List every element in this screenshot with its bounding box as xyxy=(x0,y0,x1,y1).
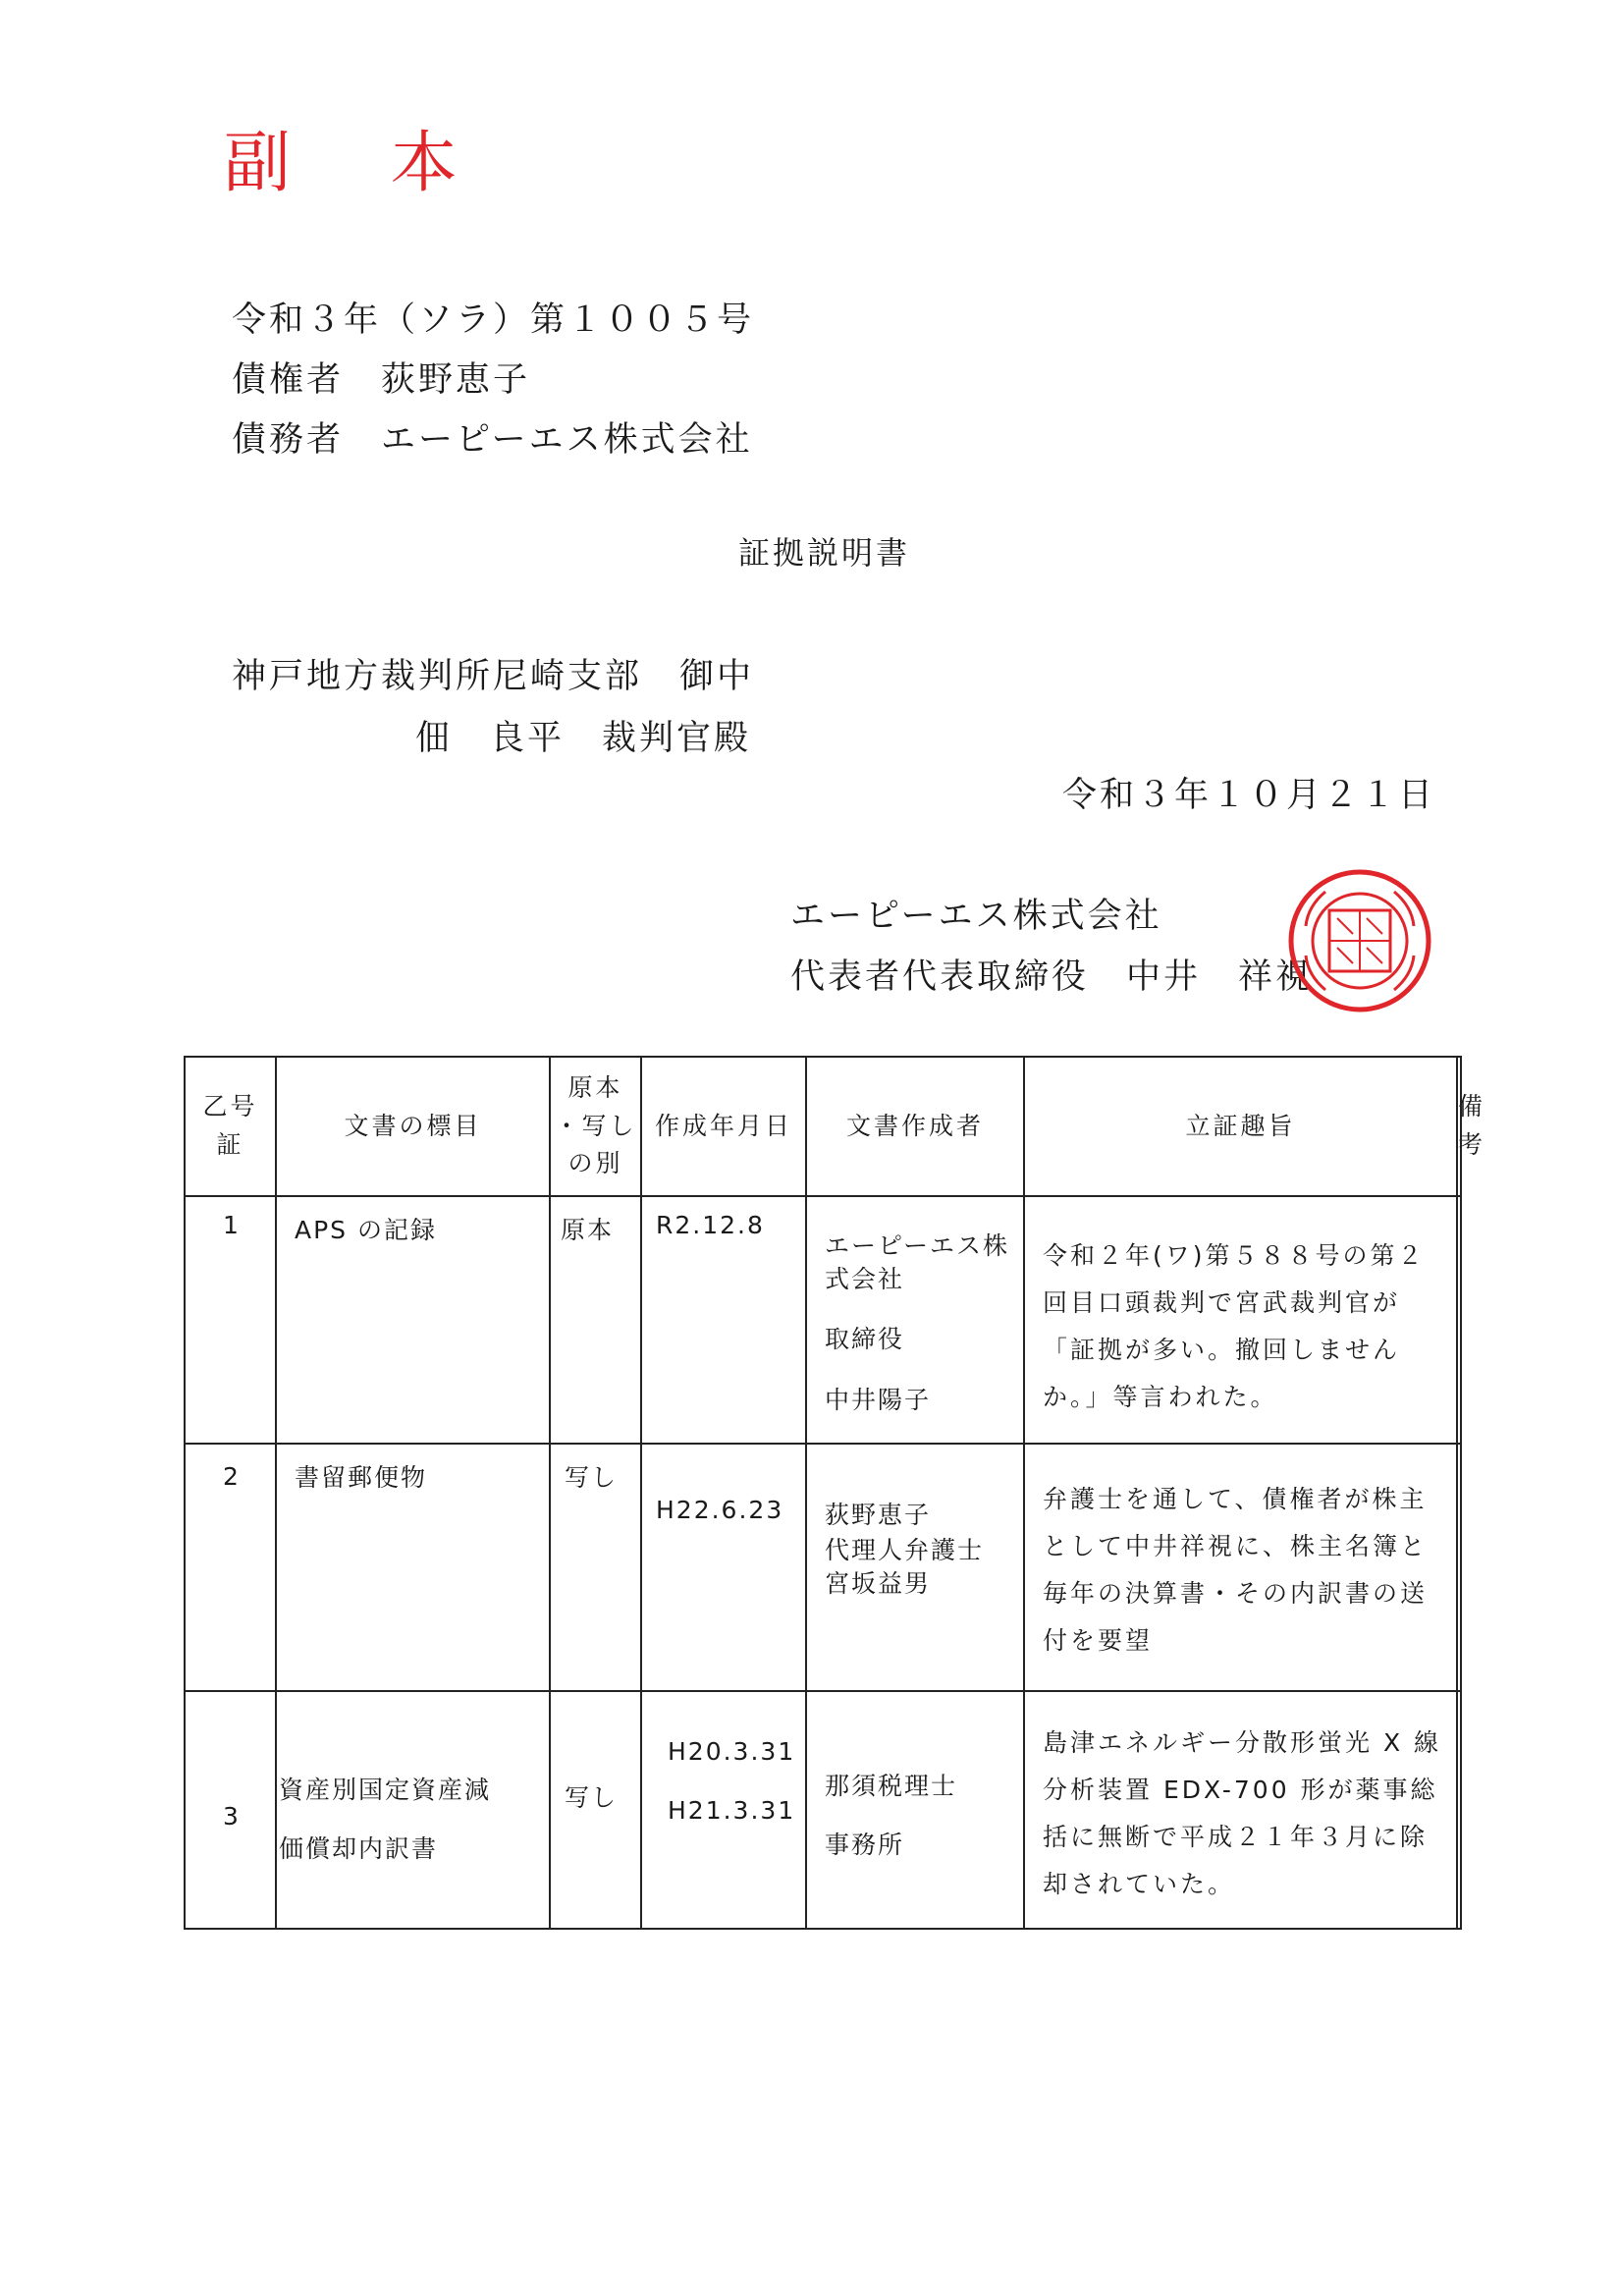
purpose-cell: 弁護士を通して、債権者が株主として中井祥視に、株主名簿と毎年の決算書・その内訳書の送付を要望 xyxy=(1043,1485,1429,1655)
author-line: 取締役 xyxy=(825,1325,905,1353)
author-line: 式会社 xyxy=(825,1265,905,1293)
header-document-title: 文書の標目 xyxy=(276,1057,550,1196)
document-title: 証拠説明書 xyxy=(738,534,911,572)
document-title-line: 価償却内訳書 xyxy=(279,1834,439,1863)
creation-date-cell: H22.6.23 xyxy=(656,1496,784,1524)
table-header-row xyxy=(185,1057,1461,1196)
evidence-table xyxy=(184,1056,1486,1930)
table-row xyxy=(185,1444,1461,1691)
author-line: エーピーエス株 xyxy=(825,1231,1010,1260)
table-row xyxy=(185,1196,1461,1444)
original-or-copy-cell: 原本 xyxy=(561,1216,615,1244)
original-or-copy-cell: 写し xyxy=(565,1463,619,1492)
header-original-or-copy: 原本 ・写し の別 xyxy=(550,1057,641,1196)
creation-date-line: H20.3.31 xyxy=(668,1737,796,1766)
creation-date-cell: R2.12.8 xyxy=(656,1211,765,1239)
author-line: 代理人弁護士 xyxy=(825,1536,985,1564)
original-or-copy-cell: 写し xyxy=(565,1783,619,1812)
creditor: 債権者 荻野恵子 xyxy=(232,360,531,400)
creation-date-line: H21.3.31 xyxy=(668,1796,796,1825)
evidence-number: 2 xyxy=(223,1462,241,1491)
court-addressee: 神戸地方裁判所尼崎支部 御中 xyxy=(232,657,755,696)
author-line: 宮坂益男 xyxy=(825,1569,932,1598)
header-remarks: 備 考 xyxy=(1457,1057,1461,1196)
header-creation-date: 作成年月日 xyxy=(641,1057,806,1196)
header-purpose: 立証趣旨 xyxy=(1024,1057,1457,1196)
judge-addressee: 佃 良平 裁判官殿 xyxy=(415,719,752,758)
header-author: 文書作成者 xyxy=(806,1057,1024,1196)
header-evidence-number: 乙号 証 xyxy=(185,1057,276,1196)
table-row xyxy=(185,1691,1461,1929)
company-seal-stamp xyxy=(1286,867,1433,1014)
purpose-cell: 島津エネルギー分散形蛍光 X 線分析装置 EDX-700 形が薬事総括に無断で平成２１年３月に除却されていた。 xyxy=(1043,1728,1442,1898)
purpose-cell: 令和２年(ワ)第５８８号の第２回目口頭裁判で宮武裁判官が「証拠が多い。撤回しませんか。」等言われた。 xyxy=(1043,1241,1426,1411)
evidence-number: 3 xyxy=(223,1802,241,1831)
author-line: 中井陽子 xyxy=(825,1386,932,1414)
document-title-cell: APS の記録 xyxy=(295,1216,437,1244)
author-line: 那須税理士 xyxy=(825,1772,958,1800)
case-number: 令和３年（ソラ）第１００５号 xyxy=(232,301,755,340)
debtor: 債務者 エーピーエス株式会社 xyxy=(232,420,753,460)
submitter-company: エーピーエス株式会社 xyxy=(790,897,1162,936)
document-date: 令和３年１０月２１日 xyxy=(1062,776,1436,815)
document-title-cell: 書留郵便物 xyxy=(295,1463,428,1492)
remarks-cell xyxy=(1458,1197,1460,1443)
remarks-cell xyxy=(1458,1445,1460,1690)
evidence-number: 1 xyxy=(223,1211,241,1239)
remarks-cell xyxy=(1458,1692,1460,1928)
author-line: 荻野恵子 xyxy=(825,1501,932,1529)
submitter-representative: 代表者代表取締役 中井 祥視 xyxy=(790,957,1314,997)
copy-stamp: 副 本 xyxy=(224,125,497,202)
document-title-line: 資産別国定資産減 xyxy=(279,1776,492,1804)
author-line: 事務所 xyxy=(825,1831,905,1859)
